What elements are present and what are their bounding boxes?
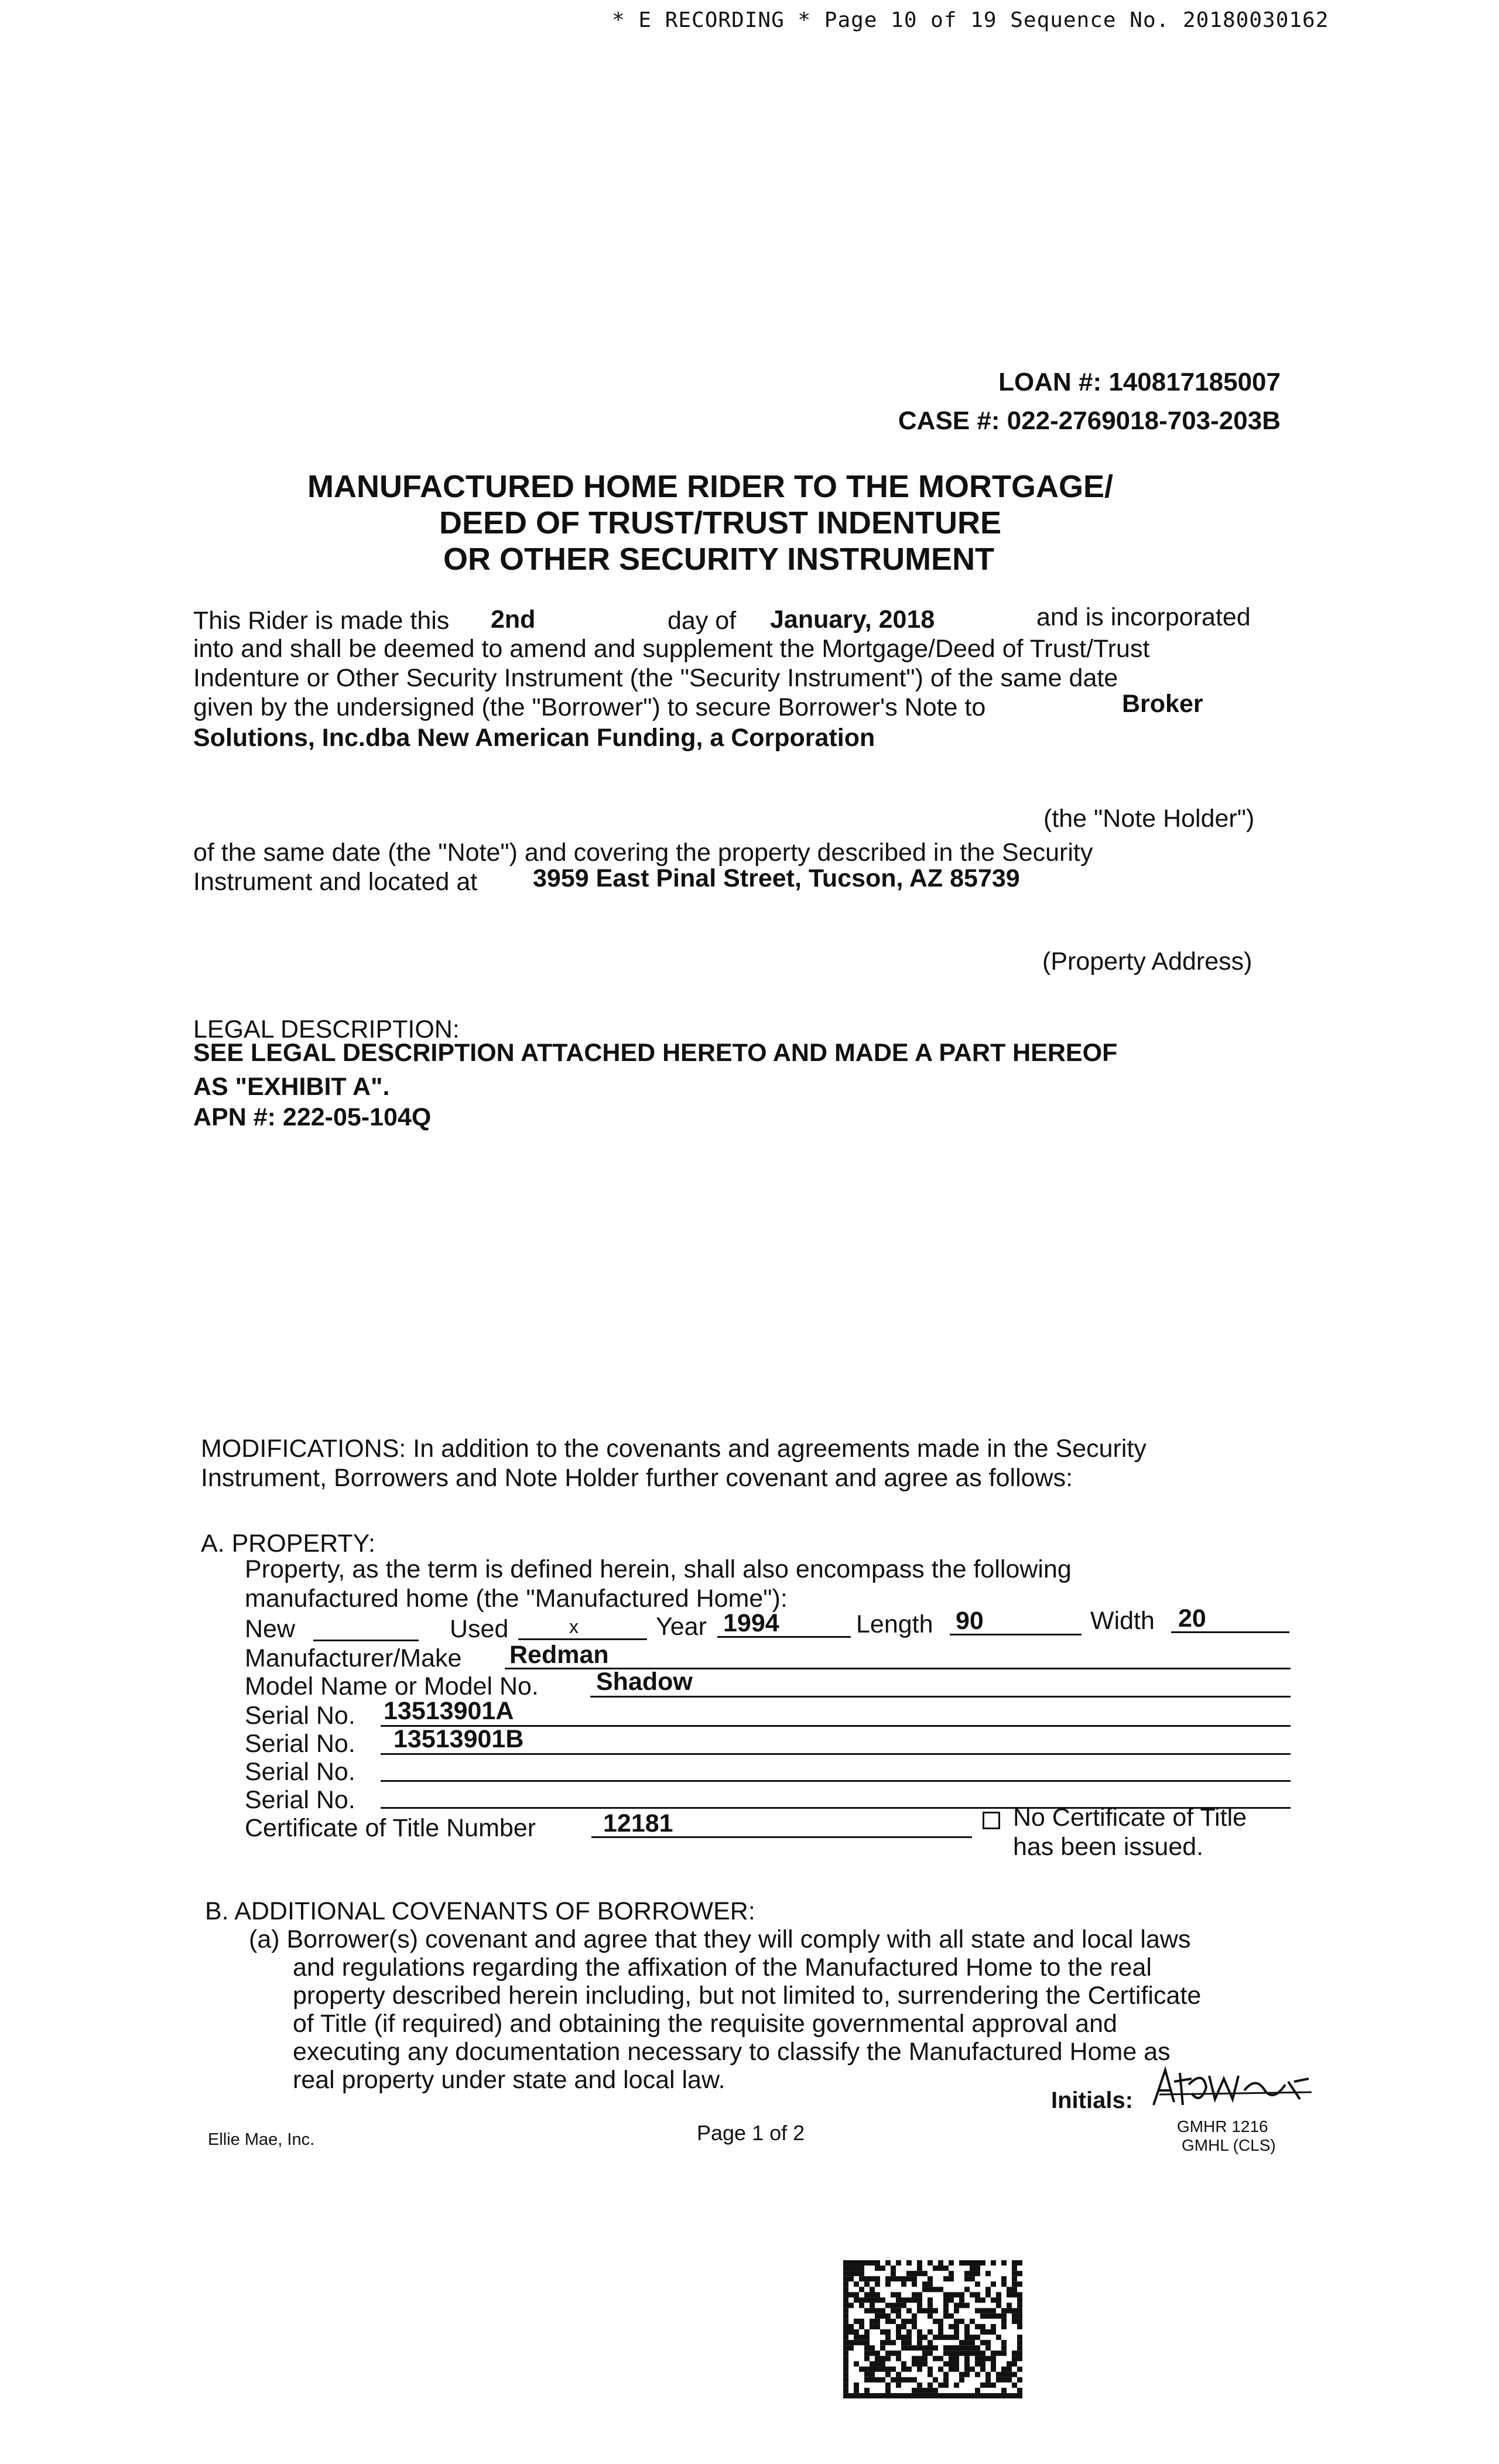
document-title-line1: MANUFACTURED HOME RIDER TO THE MORTGAGE/ [307,469,1113,504]
loan-number: LOAN #: 140817185007 [998,368,1281,396]
initials-label: Initials: [1051,2087,1134,2113]
serial-field-line-3 [381,1780,1291,1782]
title-number-value: 12181 [603,1809,673,1837]
case-number: CASE #: 022-2769018-703-203B [898,406,1281,435]
no-certificate-checkbox[interactable] [983,1812,1000,1829]
used-mark: x [569,1616,579,1637]
new-field-line [313,1640,419,1641]
covenant-a-line5: executing any documentation necessary to classify the Manufactured Home as [293,2038,1171,2066]
lender-name-part2: Solutions, Inc.dba New American Funding, a Corporation [193,724,875,752]
2d-barcode-icon [843,2260,1022,2398]
note-holder-label: (the "Note Holder") [1043,805,1255,833]
covenant-a-line2: and regulations regarding the affixation of the Manufactured Home to the real [293,1953,1152,1982]
serial-label-4: Serial No. [245,1786,355,1814]
no-certificate-line1: No Certificate of Title [1013,1803,1247,1832]
make-label: Manufacturer/Make [245,1644,462,1672]
year-label: Year [656,1613,707,1641]
title-number-label: Certificate of Title Number [245,1814,536,1842]
covenants-heading: B. ADDITIONAL COVENANTS OF BORROWER: [205,1897,755,1925]
width-label: Width [1090,1607,1155,1635]
length-label: Length [856,1610,933,1638]
no-certificate-line2: has been issued. [1013,1833,1204,1861]
intro-line1-b: day of [668,607,737,635]
serial-label-3: Serial No. [245,1758,355,1786]
serial-value-2: 13513901B [393,1725,524,1753]
page-number: Page 1 of 2 [697,2121,805,2145]
intro-line7: Instrument and located at [193,868,478,896]
document-title-line2: DEED OF TRUST/TRUST INDENTURE [439,505,1002,540]
legal-description-label: LEGAL DESCRIPTION: [193,1015,460,1043]
form-code-1: GMHR 1216 [1177,2117,1268,2136]
form-code-2: GMHL (CLS) [1182,2136,1276,2154]
model-value: Shadow [596,1668,693,1696]
covenant-a-line3: property described herein including, but not limited to, surrendering the Certificate [293,1982,1202,2010]
property-line1: Property, as the term is defined herein, shall also encompass the following [245,1555,1072,1583]
intro-line1-c: and is incorporated [1036,603,1251,631]
modifications-line2: Instrument, Borrowers and Note Holder further covenant and agree as follows: [201,1464,1073,1492]
publisher-name: Ellie Mae, Inc. [208,2130,315,2149]
covenant-a-line4: of Title (if required) and obtaining the requisite governmental approval and [293,2010,1117,2038]
intro-line4: given by the undersigned (the "Borrower") to secure Borrower's Note to [193,693,986,721]
width-value: 20 [1178,1604,1206,1633]
serial-label-1: Serial No. [245,1702,355,1730]
make-value: Redman [509,1641,609,1669]
legal-description-line2: AS "EXHIBIT A". [193,1073,390,1101]
intro-line1-a: This Rider is made this [193,607,450,635]
covenant-a-line6: real property under state and local law. [293,2066,725,2094]
property-heading: A. PROPERTY: [201,1529,375,1558]
initials-signature [1148,2064,1317,2111]
modifications-line1: MODIFICATIONS: In addition to the covenants and agreements made in the Security [201,1435,1147,1463]
model-label: Model Name or Model No. [245,1672,539,1700]
length-value: 90 [956,1607,984,1635]
model-field-line [590,1696,1291,1698]
recording-header: * E RECORDING * Page 10 of 19 Sequence No. 20180030162 [612,8,1329,32]
rider-day: 2nd [491,605,536,634]
intro-line3: Indenture or Other Security Instrument (the "Security Instrument") of the same date [193,664,1118,692]
new-label: New [245,1615,296,1643]
property-address: 3959 East Pinal Street, Tucson, AZ 85739 [533,864,1020,892]
lender-name-part1: Broker [1122,690,1203,718]
apn-number: APN #: 222-05-104Q [193,1103,432,1131]
used-label: Used [450,1615,509,1643]
serial-value-1: 13513901A [384,1697,514,1725]
legal-description-line1: SEE LEGAL DESCRIPTION ATTACHED HERETO AND MADE A PART HEREOF [193,1039,1118,1067]
intro-line2: into and shall be deemed to amend and supplement the Mortgage/Deed of Trust/Trust [193,635,1150,663]
covenant-a-line1: (a) Borrower(s) covenant and agree that they will comply with all state and local laws [249,1925,1191,1953]
serial-label-2: Serial No. [245,1730,355,1758]
document-title-line3: OR OTHER SECURITY INSTRUMENT [443,542,995,577]
year-value: 1994 [723,1609,779,1637]
intro-line6: of the same date (the "Note") and covering the property described in the Security [193,839,1093,867]
property-address-label: (Property Address) [1042,947,1252,976]
used-field-line [518,1638,647,1640]
property-line2: manufactured home (the "Manufactured Home"): [245,1585,788,1613]
rider-month-year: January, 2018 [770,605,935,634]
